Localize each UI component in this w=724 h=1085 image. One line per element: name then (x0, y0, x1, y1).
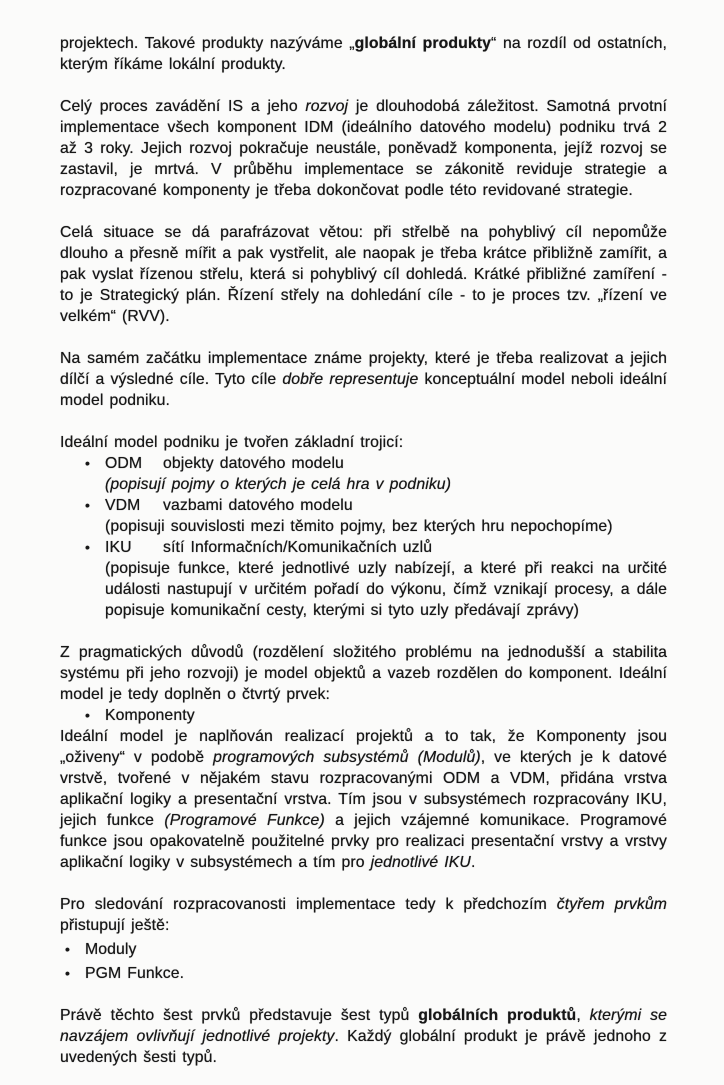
bullet-icon: • (65, 965, 71, 981)
document-content (60, 33, 667, 1068)
text-segment: a jejich vzájemné komunikace. Programové funkce jsou opakovatelně použitelné prvky pro realizaci presentační vrstvy a vrstvy aplikační logiky v subsystémech a tím pro (60, 812, 668, 871)
text-segment: projektech. Takové produkty nazýváme „ (60, 35, 355, 52)
text-segment: . (470, 854, 476, 871)
paragraph (60, 642, 667, 705)
paragraph (60, 222, 667, 327)
text-segment: Celá situace se dá parafrázovat větou: při střelbě na pohyblivý cíl nepomůže dlouho a přesně mířit a pak vystřelit, ale naopak je třeba krátce přibližně zamířit, a pak vyslat řízenou střelu, která si pohyblivý cíl dohledá. Krátké přibližné zamíření - to je Strategický plán. Řízení střely na dohledání cíle - to je proces tzv. „řízení ve velkém“ (RVV). (60, 224, 667, 325)
list-item (60, 474, 667, 495)
text-segment: kterými se navzájem ovlivňují jednotlivé projekty (60, 1007, 667, 1045)
paragraph (60, 1005, 667, 1068)
paragraph (60, 96, 667, 201)
bullet-icon: • (85, 707, 91, 723)
bullet-icon: • (85, 455, 91, 471)
text-segment: Pro sledování rozpracovanosti implementace tedy k předchozím (60, 896, 557, 913)
list-item (60, 516, 667, 537)
paragraph (60, 726, 667, 873)
paragraph (60, 33, 667, 75)
text-segment: je dlouhodobá záležitost. Samotná prvotní implementace všech komponent IDM (ideálního datového modelu) podniku trvá 2 až 3 roky. Jejich rozvoj pokračuje neustále, poněvadž komponenta, jejíž rozvoj se zastavil, je mrtvá. V průběhu implementace se zákonitě reviduje strategie a rozpracované komponenty je třeba dokončovat podle této revidované strategie. (60, 98, 668, 199)
text-segment: jednotlivé IKU (370, 854, 471, 871)
text-segment: objekty datového modelu (163, 455, 344, 472)
text-segment: Z pragmatických důvodů (rozdělení složitého problému na jednodušší a stabilita systému při jeho rozvoji) je model objektů a vazeb rozdělen do komponent. Ideální model je tedy doplněn o čtvrtý prvek: (60, 644, 667, 703)
bullet-icon: • (65, 941, 71, 957)
list-item (60, 963, 667, 984)
text-segment: . Každý globální produkt je právě jednoho z uvedených šesti typů. (60, 1028, 667, 1066)
text-segment: sítí Informačních/Komunikačních uzlů (163, 539, 433, 556)
text-segment: Na samém začátku implementace známe projekty, které je třeba realizovat a jejich dílčí a výsledné cíle. Tyto cíle (60, 350, 667, 388)
paragraph (60, 432, 667, 453)
text-segment: programových subsystémů (Modulů) (213, 749, 481, 766)
list-item (60, 705, 667, 726)
text-segment: ODM (105, 455, 143, 472)
text-segment: Celý proces zavádění IS a jeho (60, 98, 306, 115)
text-segment: (popisují pojmy o kterých je celá hra v podniku) (105, 476, 452, 493)
text-segment: “ na rozdíl od ostatních, kterým říkáme lokální produkty. (60, 35, 667, 73)
text-segment: VDM (105, 497, 141, 514)
list-item (60, 537, 667, 558)
text-segment: vazbami datového modelu (163, 497, 353, 514)
paragraph (60, 348, 667, 411)
text-segment: dobře representuje (282, 371, 419, 388)
text-segment: rozvoj (305, 98, 349, 115)
text-segment: konceptuální model neboli ideální model podniku. (60, 371, 667, 409)
bullet-icon: • (85, 539, 91, 555)
text-segment: přistupují ještě: (60, 917, 170, 934)
text-segment: (Programové Funkce) (164, 812, 325, 829)
paragraph (60, 894, 667, 936)
text-segment: (popisuje funkce, které jednotlivé uzly nabízejí, a které při reakci na určité události nastupují v určitém pořadí do výkonu, čímž vznikají procesy, a dále popisuje komunikační cesty, kterými si tyto uzly předávají zprávy) (105, 560, 667, 619)
text-segment: globálních produktů (418, 1007, 577, 1024)
text-segment: , ve kterých je k datové vrstvě, tvořené v nějakém stavu rozpracovanými ODM a VDM, přidána vrstva aplikační logiky a presentační vrstva. Tím jsou v subsystémech rozpracovány IKU, jejich funkce (60, 749, 667, 829)
list-item (60, 939, 667, 960)
text-segment: Právě těchto šest prvků představuje šest typů (60, 1007, 419, 1024)
text-segment: Ideální model podniku je tvořen základní trojicí: (60, 434, 404, 451)
list-item (60, 495, 667, 516)
text-segment: , (576, 1007, 590, 1024)
bullet-icon: • (85, 497, 91, 513)
text-segment: IKU (105, 539, 132, 556)
list-item (60, 558, 667, 621)
list-item (60, 453, 667, 474)
text-segment: Ideální model je naplňován realizací projektů a to tak, že Komponenty jsou „oživeny“ v podobě (60, 728, 667, 766)
text-segment: (popisuji souvislosti mezi těmito pojmy, bez kterých hru nepochopíme) (105, 518, 613, 535)
text-segment: Moduly (85, 941, 137, 958)
text-segment: Komponenty (105, 707, 195, 724)
text-segment: čtyřem prvkům (556, 896, 667, 913)
text-segment: globální produkty (354, 35, 491, 52)
text-segment: PGM Funkce. (85, 965, 185, 982)
